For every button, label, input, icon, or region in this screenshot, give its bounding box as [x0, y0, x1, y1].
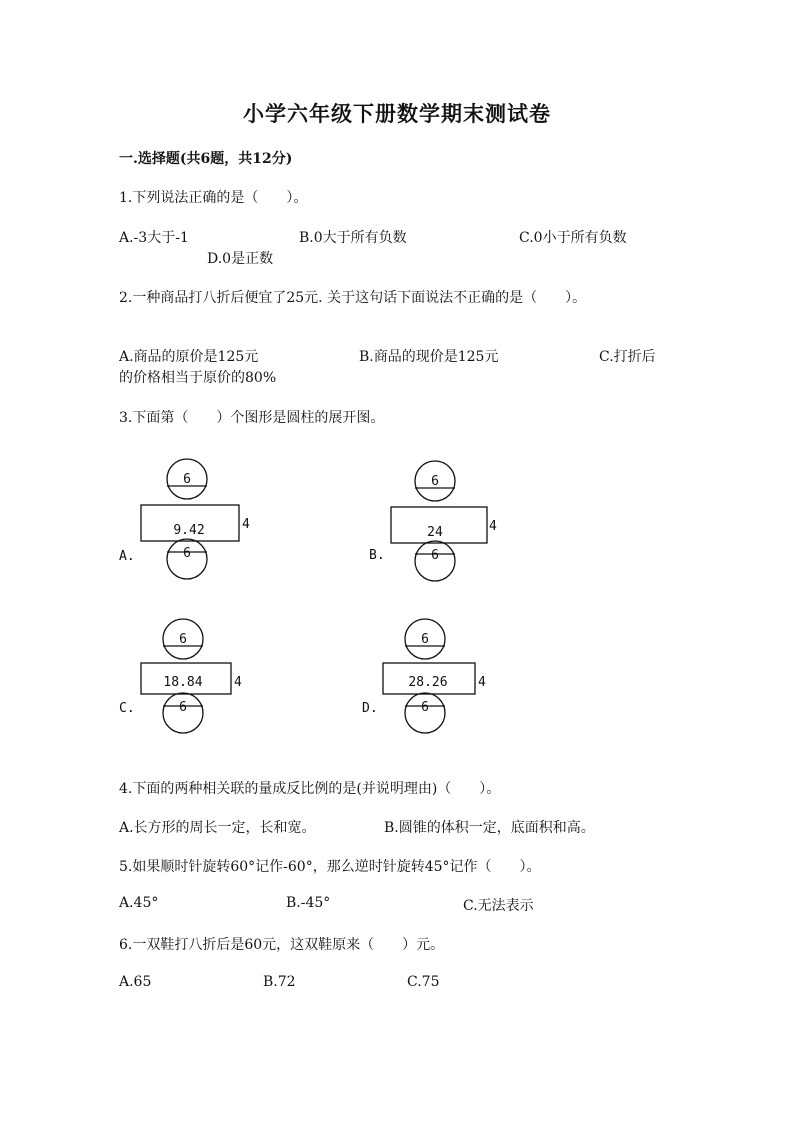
section-heading: 一.选择题(共6题，共12分) [119, 151, 293, 167]
fig-b-bottom-diameter: 6 [431, 548, 439, 563]
figure-a [115, 458, 275, 587]
page-title: 小学六年级下册数学期末测试卷 [243, 101, 551, 126]
fig-a-top-diameter: 6 [183, 472, 191, 487]
fig-b-rect-length: 24 [427, 525, 443, 540]
fig-d-top-diameter: 6 [421, 632, 429, 647]
fig-c-rect-length: 18.84 [163, 675, 203, 690]
question-4-stem: 4.下面的两种相关联的量成反比例的是(并说明理由)（ ）。 [119, 781, 501, 797]
fig-c-rect-height: 4 [234, 675, 242, 690]
fig-a-rect-length: 9.42 [173, 523, 205, 538]
q2-option-a: A.商品的原价是125元 [119, 349, 259, 365]
question-6-stem: 6.一双鞋打八折后是60元，这双鞋原来（ ）元。 [119, 937, 445, 953]
q1-option-a: A.-3大于-1 [119, 230, 189, 246]
q2-option-c: C.打折后 [599, 349, 656, 365]
fig-b-top-diameter: 6 [431, 474, 439, 489]
question-5-stem: 5.如果顺时针旋转60°记作-60°，那么逆时针旋转45°记作（ ）。 [119, 859, 541, 875]
fig-a-rect-height: 4 [242, 517, 250, 532]
q5-option-c: C.无法表示 [463, 898, 534, 914]
question-3-stem: 3.下面第（ ）个图形是圆柱的展开图。 [119, 410, 385, 426]
figure-d [358, 618, 518, 747]
fig-a-label: A. [119, 549, 135, 564]
q4-option-a: A.长方形的周长一定，长和宽。 [119, 820, 316, 836]
q5-option-b: B.-45° [286, 895, 331, 911]
q1-option-b: B.0大于所有负数 [299, 230, 407, 246]
question-1-stem: 1.下列说法正确的是（ ）。 [119, 190, 308, 206]
fig-d-bottom-diameter: 6 [421, 700, 429, 715]
figure-b [365, 460, 525, 589]
q2-option-b: B.商品的现价是125元 [359, 349, 499, 365]
fig-a-bottom-diameter: 6 [183, 546, 191, 561]
q6-option-b: B.72 [263, 974, 296, 990]
q1-option-c: C.0小于所有负数 [519, 230, 627, 246]
q1-option-d: D.0是正数 [207, 251, 274, 267]
fig-d-rect-height: 4 [478, 675, 486, 690]
q6-option-a: A.65 [119, 974, 152, 990]
q4-option-b: B.圆锥的体积一定，底面积和高。 [384, 820, 595, 836]
figure-c [115, 618, 275, 747]
q2-option-c-continued: 的价格相当于原价的80% [119, 370, 277, 386]
fig-d-rect-length: 28.26 [408, 675, 448, 690]
q5-option-a: A.45° [119, 895, 159, 911]
fig-d-label: D. [362, 701, 378, 716]
fig-c-top-diameter: 6 [179, 632, 187, 647]
q6-option-c: C.75 [407, 974, 440, 990]
fig-b-label: B. [369, 548, 385, 563]
fig-b-rect-height: 4 [489, 519, 497, 534]
fig-c-bottom-diameter: 6 [179, 700, 187, 715]
question-2-stem: 2.一种商品打八折后便宜了25元. 关于这句话下面说法不正确的是（ ）。 [119, 290, 587, 306]
fig-c-label: C. [119, 701, 135, 716]
